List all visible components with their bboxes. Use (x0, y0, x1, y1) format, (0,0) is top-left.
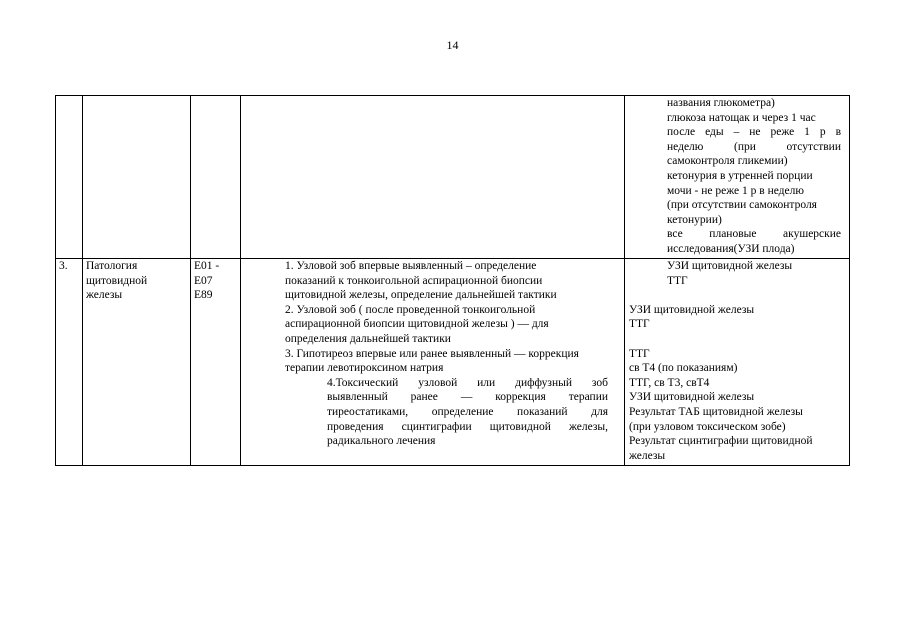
cell-actions (241, 259, 625, 466)
text-line: ТТГ (629, 347, 650, 360)
text-line: аспирационной биопсии щитовидной железы ) — для (285, 318, 549, 331)
cell-exams (625, 259, 850, 466)
text-line: выявленный ранее — коррекция терапии (327, 391, 608, 404)
pathology-name-line: железы (86, 289, 123, 302)
cell-empty-number (56, 96, 83, 259)
text-line: св Т4 (по показаниям) (629, 362, 738, 375)
text-line: ТТГ, св Т3, свТ4 (629, 376, 710, 389)
text-line: кетонурии) (667, 213, 722, 226)
exam-group-2 (629, 303, 846, 332)
text-line: показаний к тонкоигольной аспирационной биопсии (285, 274, 543, 287)
text-line: терапии левотироксином натрия (285, 362, 444, 375)
cell-icd-codes (191, 259, 241, 466)
action-item-1 (285, 259, 608, 303)
text-line: все плановые акушерские (667, 228, 841, 241)
cell-empty-name (83, 96, 191, 259)
text-line: Результат ТАБ щитовидной железы (629, 405, 803, 418)
text-line: самоконтроля гликемии) (667, 155, 788, 168)
spacer (629, 288, 846, 303)
text-line: (при отсутствии самоконтроля (667, 199, 817, 212)
text-line: УЗИ щитовидной железы (629, 303, 755, 316)
text-line: щитовидной железы, определение дальнейшей тактики (285, 289, 557, 302)
spacer (629, 332, 846, 347)
icd-code: E89 (194, 289, 213, 302)
cell-row-number (56, 259, 83, 466)
text-line: тиреостатиками, определение показаний для (327, 405, 608, 418)
pathology-name-line: Патология (86, 260, 138, 272)
row-number: 3. (59, 260, 68, 272)
text-line: названия глюкометра) (667, 97, 775, 109)
text-line: (при узловом токсическом зобе) (629, 420, 786, 433)
pathology-name-line: щитовидной (86, 274, 148, 287)
text-line: ТТГ (667, 274, 688, 287)
exam-group-4 (629, 376, 846, 464)
text-line: 3. Гипотиреоз впервые или ранее выявленный — коррекция (285, 347, 579, 360)
action-item-4 (285, 376, 608, 449)
icd-code: E07 (194, 274, 213, 287)
table-row-continuation (56, 96, 850, 259)
text-line: проведения сцинтиграфии щитовидной железы, (327, 420, 608, 433)
medical-table (55, 95, 850, 466)
text-line: определения дальнейшей тактики (285, 332, 451, 345)
text-line: мочи - не реже 1 р в неделю (667, 184, 804, 197)
text-line: исследования(УЗИ плода) (667, 242, 795, 255)
text-line: неделю (при отсутствии (667, 140, 841, 153)
cell-empty-actions (241, 96, 625, 259)
action-item-2 (285, 303, 608, 347)
text-line: глюкоза натощак и через 1 час (667, 111, 816, 124)
text-line: УЗИ щитовидной железы (667, 260, 793, 272)
text-line: 4.Токсический узловой или диффузный зоб (327, 376, 608, 389)
text-line: после еды – не реже 1 р в (667, 126, 841, 139)
cell-pathology-name (83, 259, 191, 466)
text-line: 1. Узловой зоб впервые выявленный – определение (285, 260, 537, 272)
text-line: 2. Узловой зоб ( после проведенной тонкоигольной (285, 303, 536, 316)
text-line: кетонурия в утренней порции (667, 169, 813, 182)
table-row-thyroid (56, 259, 850, 466)
text-line: железы (629, 449, 666, 462)
text-line: ТТГ (629, 318, 650, 331)
exam-group-3 (629, 347, 846, 376)
action-item-3 (285, 347, 608, 376)
cell-prev-exams (625, 96, 850, 259)
page-number: 14 (446, 38, 459, 52)
icd-code: E01 - (194, 260, 220, 272)
cell-empty-codes (191, 96, 241, 259)
text-line: радикального лечения (327, 435, 436, 448)
exam-group-1 (629, 259, 846, 288)
text-line: УЗИ щитовидной железы (629, 391, 755, 404)
text-line: Результат сцинтиграфии щитовидной (629, 435, 813, 448)
